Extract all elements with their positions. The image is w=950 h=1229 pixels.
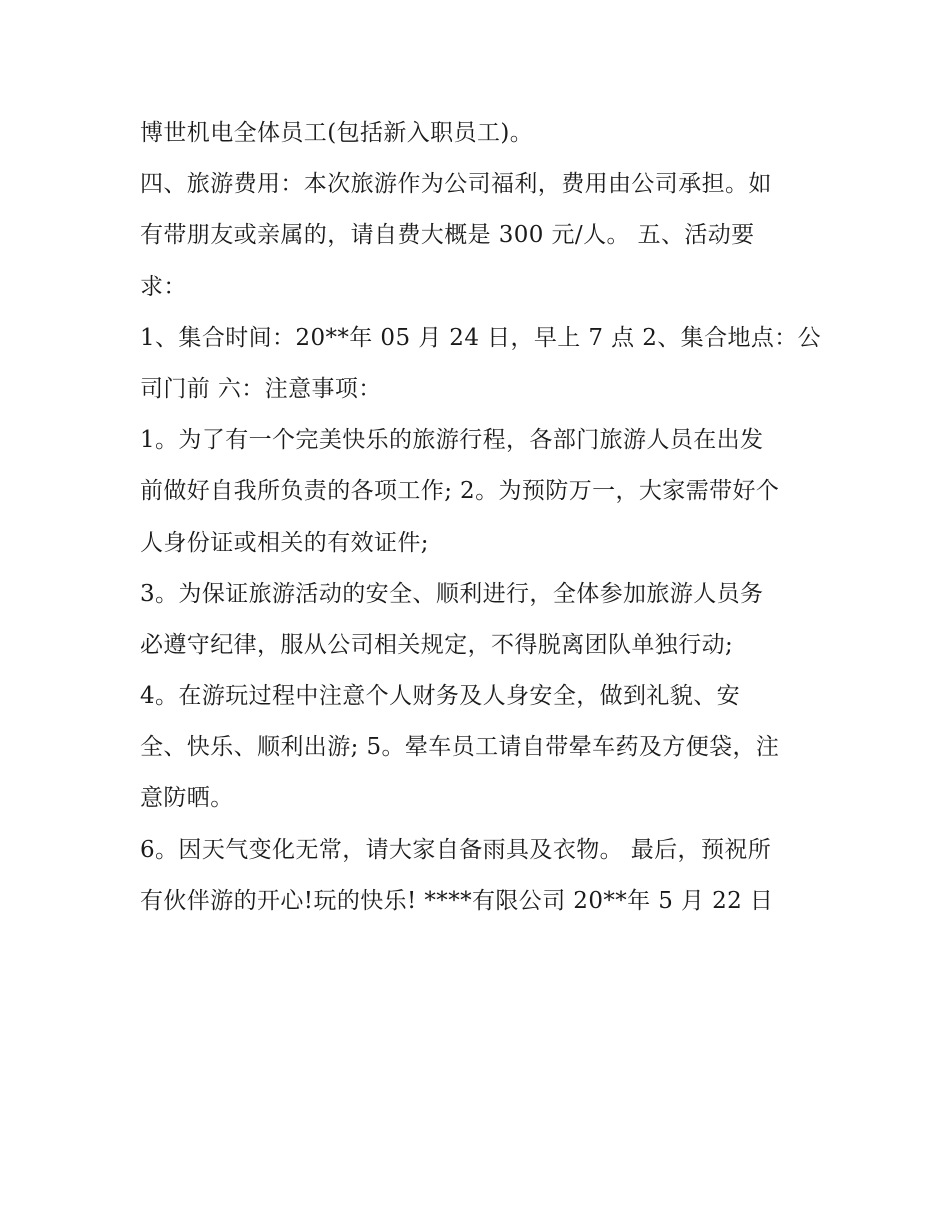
text-line-16: 有伙伴游的开心!玩的快乐! ****有限公司 20**年 5 月 22 日 (140, 887, 774, 914)
document-body (140, 108, 820, 927)
text-line-15: 6。因天气变化无常，请大家自备雨具及衣物。 最后，预祝所 (140, 836, 772, 863)
text-line-10: 3。为保证旅游活动的安全、顺利进行，全体参加旅游人员务 (140, 580, 764, 607)
text-line-2: 四、旅游费用：本次旅游作为公司福利，费用由公司承担。如 (140, 171, 772, 198)
text-line-5: 1、集合时间：20**年 05 月 24 日，早上 7 点 2、集合地点：公 (140, 324, 822, 351)
text-line-4: 求： (140, 273, 187, 300)
text-line-13: 全、快乐、顺利出游; 5。晕车员工请自带晕车药及方便袋，注 (140, 734, 780, 761)
text-line-12: 4。在游玩过程中注意个人财务及人身安全，做到礼貌、安 (140, 683, 741, 710)
text-line-6: 司门前 六：注意事项： (140, 375, 382, 402)
text-line-8: 前做好自我所负责的各项工作; 2。为预防万一，大家需带好个 (140, 478, 780, 505)
text-line-14: 意防晒。 (140, 785, 234, 812)
text-line-7: 1。为了有一个完美快乐的旅游行程，各部门旅游人员在出发 (140, 427, 764, 454)
text-line-1: 博世机电全体员工(包括新入职员工)。 (140, 120, 534, 146)
text-line-11: 必遵守纪律，服从公司相关规定，不得脱离团队单独行动; (140, 631, 734, 658)
text-line-9: 人身份证或相关的有效证件; (140, 529, 429, 556)
text-line-3: 有带朋友或亲属的，请自费大概是 300 元/人。 五、活动要 (140, 222, 755, 249)
